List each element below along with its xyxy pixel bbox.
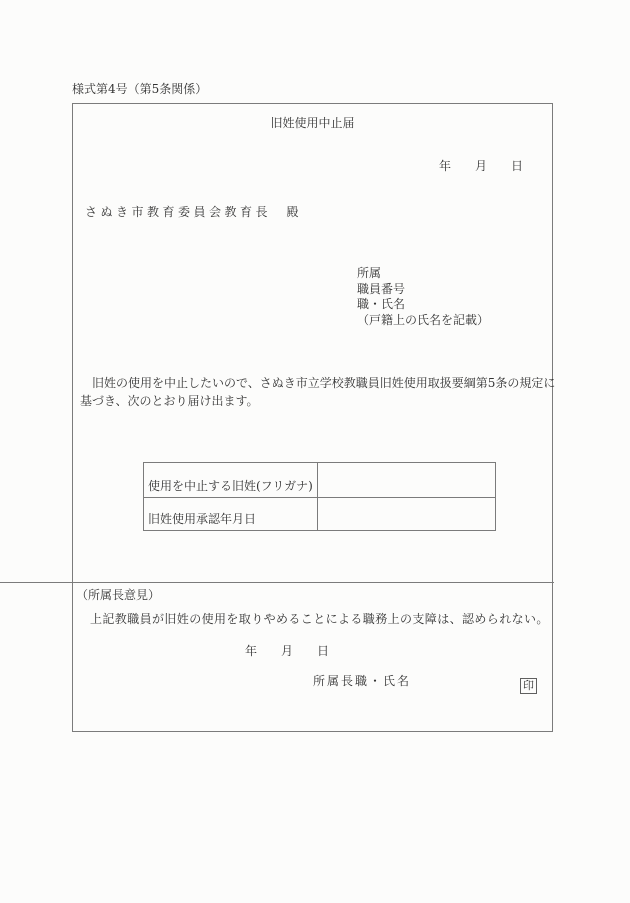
seal-stamp-box xyxy=(520,678,537,694)
approval-date-row-value xyxy=(317,498,495,531)
seal-label: 印 xyxy=(523,679,534,692)
approval-date-row-label: 旧姓使用承認年月日 xyxy=(144,498,318,531)
applicant-name-note: （戸籍上の氏名を記載） xyxy=(357,312,490,327)
body-line-1: 旧姓の使用を中止したいので、さぬき市立学校教職員旧姓使用取扱要綱第5条の規定に xyxy=(80,376,556,390)
maiden-name-table xyxy=(143,462,496,531)
submission-date-line: 年 月 日 xyxy=(438,159,523,173)
section-divider xyxy=(0,582,554,583)
form-number-label: 様式第4号（第5条関係） xyxy=(72,82,208,96)
supervisor-signature-label: 所属長職・氏名 xyxy=(313,674,412,688)
table-row xyxy=(144,498,496,531)
applicant-affiliation-label: 所属 xyxy=(357,266,382,280)
maiden-name-row-label: 使用を中止する旧姓(フリガナ) xyxy=(144,463,318,498)
addressee-line: さぬき市教育委員会教育長 殿 xyxy=(85,205,303,219)
form-title: 旧姓使用中止届 xyxy=(270,116,355,130)
applicant-info-block xyxy=(357,266,489,328)
table-row xyxy=(144,463,496,498)
body-paragraph xyxy=(80,374,556,410)
supervisor-opinion-heading: （所属長意見） xyxy=(76,588,161,602)
maiden-name-row-value xyxy=(317,463,495,498)
applicant-staff-number-label: 職員番号 xyxy=(357,281,406,296)
supervisor-opinion-statement: 上記教職員が旧姓の使用を取りやめることによる職務上の支障は、認められない。 xyxy=(90,612,549,626)
form-border-box xyxy=(72,103,553,732)
applicant-post-name-label: 職・氏名 xyxy=(357,297,406,312)
body-line-2: 基づき、次のとおり届け出ます。 xyxy=(80,394,259,408)
opinion-date-line: 年 月 日 xyxy=(245,644,330,658)
